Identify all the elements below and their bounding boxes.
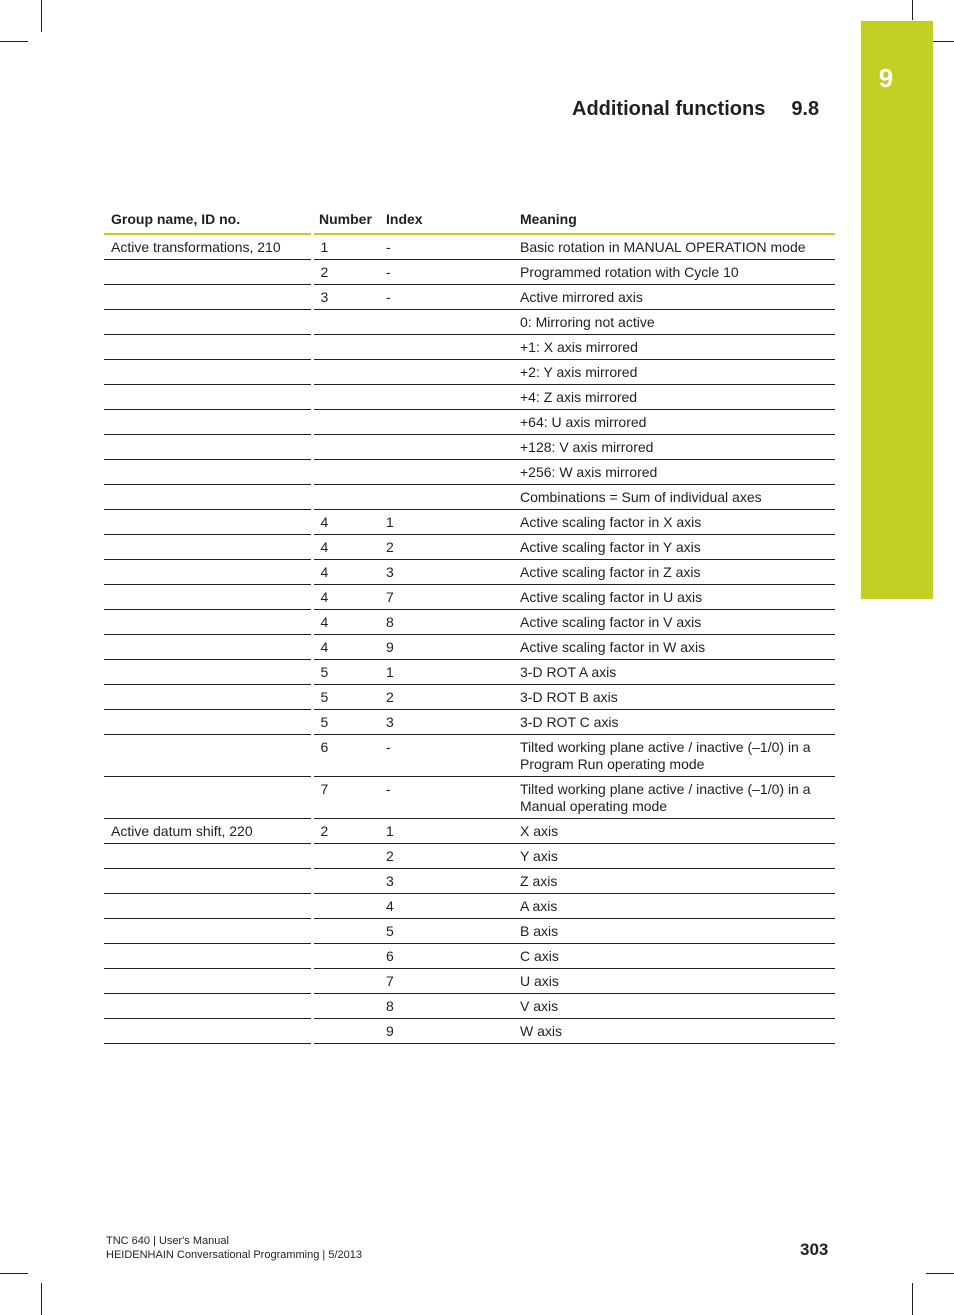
meaning-cell: Active scaling factor in Y axis — [513, 535, 835, 560]
number-cell — [312, 435, 379, 460]
group-cell — [104, 485, 312, 510]
table-row — [104, 335, 835, 360]
index-cell: - — [379, 285, 513, 310]
number-cell: 5 — [312, 685, 379, 710]
index-cell: 5 — [379, 919, 513, 944]
number-cell — [312, 1019, 379, 1044]
index-cell: - — [379, 260, 513, 285]
meaning-cell: Combinations = Sum of individual axes — [513, 485, 835, 510]
table-row — [104, 710, 835, 735]
number-cell: 4 — [312, 560, 379, 585]
number-cell: 4 — [312, 585, 379, 610]
table-row — [104, 919, 835, 944]
parameter-table — [104, 207, 835, 1044]
meaning-cell: Active scaling factor in W axis — [513, 635, 835, 660]
crop-mark — [912, 0, 913, 20]
meaning-cell: 3-D ROT C axis — [513, 710, 835, 735]
index-cell — [379, 360, 513, 385]
group-cell — [104, 285, 312, 310]
group-cell — [104, 260, 312, 285]
number-cell: 4 — [312, 535, 379, 560]
table-row — [104, 585, 835, 610]
meaning-cell: +64: U axis mirrored — [513, 410, 835, 435]
index-cell: - — [379, 735, 513, 777]
meaning-cell: A axis — [513, 894, 835, 919]
meaning-cell: Tilted working plane active / inactive (–1/0) in a Manual operating mode — [513, 777, 835, 819]
table-row — [104, 869, 835, 894]
group-cell — [104, 919, 312, 944]
table-row — [104, 410, 835, 435]
meaning-cell: Active scaling factor in V axis — [513, 610, 835, 635]
group-cell — [104, 844, 312, 869]
meaning-cell: +128: V axis mirrored — [513, 435, 835, 460]
meaning-cell: B axis — [513, 919, 835, 944]
index-cell — [379, 335, 513, 360]
section-title: Additional functions — [572, 98, 766, 120]
table-row — [104, 485, 835, 510]
chapter-tab — [861, 21, 933, 599]
group-cell — [104, 969, 312, 994]
meaning-cell: 0: Mirroring not active — [513, 310, 835, 335]
table-row — [104, 944, 835, 969]
table-header-row — [104, 207, 835, 234]
meaning-cell: U axis — [513, 969, 835, 994]
index-cell — [379, 310, 513, 335]
meaning-cell: Active mirrored axis — [513, 285, 835, 310]
footer — [106, 1234, 362, 1262]
table-row — [104, 360, 835, 385]
crop-mark — [912, 1283, 913, 1315]
meaning-cell: W axis — [513, 1019, 835, 1044]
group-cell — [104, 1019, 312, 1044]
number-cell — [312, 410, 379, 435]
index-cell: 1 — [379, 819, 513, 844]
number-cell: 5 — [312, 710, 379, 735]
group-cell — [104, 560, 312, 585]
table-row — [104, 819, 835, 844]
number-cell: 3 — [312, 285, 379, 310]
index-cell: 8 — [379, 994, 513, 1019]
index-cell — [379, 460, 513, 485]
index-cell: 9 — [379, 635, 513, 660]
table-body — [104, 234, 835, 1044]
group-cell — [104, 610, 312, 635]
index-cell: 3 — [379, 869, 513, 894]
meaning-cell: 3-D ROT A axis — [513, 660, 835, 685]
crop-mark — [41, 0, 42, 32]
table-row — [104, 994, 835, 1019]
group-cell — [104, 944, 312, 969]
column-header: Number — [312, 207, 379, 234]
index-cell: 6 — [379, 944, 513, 969]
index-cell: 7 — [379, 585, 513, 610]
group-cell — [104, 385, 312, 410]
meaning-cell: V axis — [513, 994, 835, 1019]
group-cell — [104, 435, 312, 460]
section-number: 9.8 — [791, 98, 820, 120]
number-cell — [312, 485, 379, 510]
meaning-cell: +4: Z axis mirrored — [513, 385, 835, 410]
number-cell: 4 — [312, 510, 379, 535]
group-cell — [104, 410, 312, 435]
number-cell: 2 — [312, 260, 379, 285]
meaning-cell: Programmed rotation with Cycle 10 — [513, 260, 835, 285]
table-row — [104, 310, 835, 335]
group-cell — [104, 635, 312, 660]
group-cell — [104, 360, 312, 385]
table-row — [104, 285, 835, 310]
column-header: Index — [379, 207, 513, 234]
meaning-cell: Tilted working plane active / inactive (–1/0) in a Program Run operating mode — [513, 735, 835, 777]
meaning-cell: C axis — [513, 944, 835, 969]
meaning-cell: Z axis — [513, 869, 835, 894]
index-cell — [379, 410, 513, 435]
group-cell — [104, 994, 312, 1019]
number-cell — [312, 360, 379, 385]
index-cell: 2 — [379, 844, 513, 869]
group-cell — [104, 660, 312, 685]
page-number: 303 — [800, 1240, 829, 1259]
index-cell: 3 — [379, 560, 513, 585]
group-cell — [104, 460, 312, 485]
meaning-cell: +2: Y axis mirrored — [513, 360, 835, 385]
group-cell — [104, 510, 312, 535]
index-cell — [379, 485, 513, 510]
group-cell — [104, 685, 312, 710]
table-row — [104, 260, 835, 285]
group-cell — [104, 310, 312, 335]
chapter-number: 9 — [878, 63, 894, 93]
table-row — [104, 660, 835, 685]
index-cell: - — [379, 234, 513, 260]
footer-manual-title: TNC 640 | User's Manual — [106, 1235, 229, 1247]
index-cell: 4 — [379, 894, 513, 919]
table-row — [104, 610, 835, 635]
meaning-cell: Basic rotation in MANUAL OPERATION mode — [513, 234, 835, 260]
group-cell — [104, 585, 312, 610]
index-cell: 3 — [379, 710, 513, 735]
column-header: Meaning — [513, 207, 835, 234]
number-cell — [312, 844, 379, 869]
index-cell: 1 — [379, 660, 513, 685]
table-row — [104, 1019, 835, 1044]
number-cell — [312, 869, 379, 894]
group-cell — [104, 335, 312, 360]
meaning-cell: +1: X axis mirrored — [513, 335, 835, 360]
index-cell: 2 — [379, 535, 513, 560]
group-cell — [104, 535, 312, 560]
crop-mark — [0, 1273, 28, 1274]
index-cell: 9 — [379, 1019, 513, 1044]
meaning-cell: Active scaling factor in U axis — [513, 585, 835, 610]
number-cell — [312, 385, 379, 410]
page-header — [572, 98, 819, 121]
table-row — [104, 460, 835, 485]
index-cell: 1 — [379, 510, 513, 535]
number-cell — [312, 994, 379, 1019]
index-cell: - — [379, 777, 513, 819]
number-cell — [312, 944, 379, 969]
table-row — [104, 385, 835, 410]
number-cell — [312, 894, 379, 919]
index-cell: 8 — [379, 610, 513, 635]
table-row — [104, 234, 835, 260]
crop-mark — [0, 41, 28, 42]
group-cell: Active transformations, 210 — [104, 234, 312, 260]
number-cell: 4 — [312, 610, 379, 635]
meaning-cell: Active scaling factor in Z axis — [513, 560, 835, 585]
number-cell: 6 — [312, 735, 379, 777]
meaning-cell: 3-D ROT B axis — [513, 685, 835, 710]
group-cell — [104, 735, 312, 777]
number-cell: 5 — [312, 660, 379, 685]
number-cell: 2 — [312, 819, 379, 844]
crop-mark — [926, 1273, 954, 1274]
number-cell — [312, 310, 379, 335]
group-cell: Active datum shift, 220 — [104, 819, 312, 844]
table-row — [104, 969, 835, 994]
table-row — [104, 510, 835, 535]
group-cell — [104, 894, 312, 919]
crop-mark — [41, 1283, 42, 1315]
number-cell: 4 — [312, 635, 379, 660]
column-header: Group name, ID no. — [104, 207, 312, 234]
number-cell — [312, 460, 379, 485]
group-cell — [104, 777, 312, 819]
table-row — [104, 635, 835, 660]
index-cell — [379, 385, 513, 410]
group-cell — [104, 869, 312, 894]
table-row — [104, 560, 835, 585]
number-cell: 1 — [312, 234, 379, 260]
index-cell — [379, 435, 513, 460]
meaning-cell: +256: W axis mirrored — [513, 460, 835, 485]
table-row — [104, 844, 835, 869]
table-row — [104, 735, 835, 777]
meaning-cell: Y axis — [513, 844, 835, 869]
table-row — [104, 685, 835, 710]
meaning-cell: X axis — [513, 819, 835, 844]
number-cell — [312, 919, 379, 944]
number-cell: 7 — [312, 777, 379, 819]
meaning-cell: Active scaling factor in X axis — [513, 510, 835, 535]
table-row — [104, 777, 835, 819]
group-cell — [104, 710, 312, 735]
index-cell: 7 — [379, 969, 513, 994]
table-row — [104, 435, 835, 460]
number-cell — [312, 969, 379, 994]
footer-manual-subtitle: HEIDENHAIN Conversational Programming | 5/2013 — [106, 1249, 362, 1261]
table-row — [104, 894, 835, 919]
table-row — [104, 535, 835, 560]
index-cell: 2 — [379, 685, 513, 710]
number-cell — [312, 335, 379, 360]
